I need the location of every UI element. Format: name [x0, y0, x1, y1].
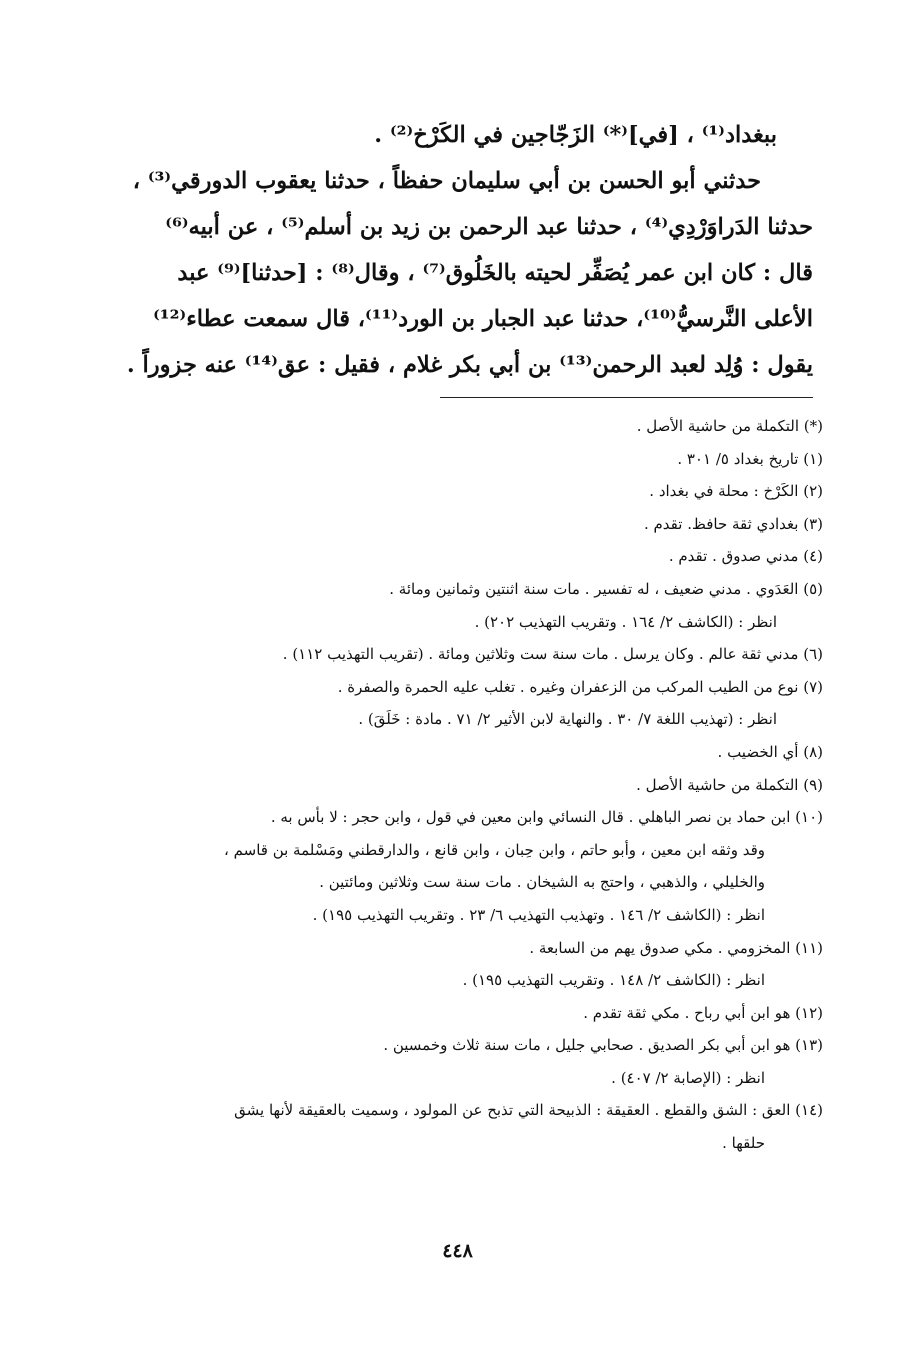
- main-text-line: ببغداد⁽¹⁾ ، [في]⁽*⁾ الزَجّاجين في الكَرْخ⁽²⁾ .: [374, 122, 777, 148]
- main-text-line: يقول : وُلِد لعبد الرحمن⁽¹³⁾ بن أبي بكر غلام ، فقيل : عق⁽¹⁴⁾ عنه جزوراً .: [126, 352, 813, 378]
- main-text-line: حدثنا الدَراوَرْدِي⁽⁴⁾ ، حدثنا عبد الرحمن بن زيد بن أسلم⁽⁵⁾ ، عن أبيه⁽⁶⁾: [165, 214, 813, 240]
- footnote: (١) تاريخ بغداد ٥/ ٣٠١ .: [677, 449, 823, 468]
- main-text-line: حدثني أبو الحسن بن أبي سليمان حفظاً ، حدثنا يعقوب الدورقي⁽³⁾ ،: [132, 168, 761, 194]
- main-text: [108, 112, 813, 388]
- footnote-continuation: انظر : (الإصابة ٢/ ٤٠٧) .: [611, 1068, 765, 1087]
- main-text-line: الأعلى النَّرسيُّ⁽¹⁰⁾، حدثنا عبد الجبار بن الورد⁽¹¹⁾، قال سمعت عطاء⁽¹²⁾: [153, 306, 813, 332]
- footnote-continuation: انظر : (الكاشف ٢/ ١٤٦ . وتهذيب التهذيب ٦/ ٢٣ . وتقريب التهذيب ١٩٥) .: [312, 905, 765, 924]
- footnote-continuation: حلقها .: [722, 1134, 765, 1153]
- footnote-continuation: انظر : (تهذيب اللغة ٧/ ٣٠ . والنهاية لابن الأثير ٢/ ٧١ . مادة : خَلَقَ) .: [358, 710, 777, 729]
- footnote-continuation: انظر : (الكاشف ٢/ ١٤٨ . وتقريب التهذيب ١٩٥) .: [462, 971, 765, 990]
- footnote: (٥) العَدَوي . مدني ضعيف ، له تفسير . مات سنة اثنتين وثمانين ومائة .: [389, 579, 823, 598]
- main-text-line: قال : كان ابن عمر يُصَفِّر لحيته بالخَلُوق⁽⁷⁾ ، وقال⁽⁸⁾ : [حدثنا]⁽⁹⁾ عبد: [177, 260, 813, 286]
- footnote: (١٣) هو ابن أبي بكر الصديق . صحابي جليل ، مات سنة ثلاث وخمسين .: [383, 1036, 823, 1055]
- footnote-continuation: والخليلي ، والذهبي ، واحتج به الشيخان . مات سنة ست وثلاثين ومائتين .: [319, 873, 765, 892]
- footnote: (٣) بغدادي ثقة حافظ. تقدم .: [643, 514, 823, 533]
- footnote: (٩) التكملة من حاشية الأصل .: [636, 775, 823, 794]
- footnote: (١٤) العق : الشق والقطع . العقيقة : الذبيحة التي تذبح عن المولود ، وسميت بالعقيقة لأنها يشق: [234, 1101, 823, 1120]
- footnote-continuation: وقد وثقه ابن معين ، وأبو حاتم ، وابن حِبان ، وابن قانع ، والدارقطني ومَسْلمة بن قاسم ،: [224, 840, 765, 859]
- footnote: (١٠) ابن حماد بن نصر الباهلي . قال النسائي وابن معين في قول ، وابن حجر : لا بأس به .: [270, 808, 823, 827]
- footnote-separator: [440, 397, 813, 398]
- page-number: ٤٤٨: [442, 1240, 473, 1262]
- footnote: (٢) الكَرْخ : محلة في بغداد .: [649, 482, 823, 501]
- footnote: (٦) مدني ثقة عالم . وكان يرسل . مات سنة ست وثلاثين ومائة . (تقريب التهذيب ١١٢) .: [282, 645, 823, 664]
- footnote: (*) التكملة من حاشية الأصل .: [636, 417, 823, 435]
- footnote: (٤) مدني صدوق . تقدم .: [668, 547, 823, 566]
- footnotes: [108, 410, 823, 1160]
- footnote-continuation: انظر : (الكاشف ٢/ ١٦٤ . وتقريب التهذيب ٢٠٢) .: [474, 612, 777, 631]
- footnote: (٧) نوع من الطيب المركب من الزعفران وغيره . تغلب عليه الحمرة والصفرة .: [337, 677, 823, 696]
- footnote: (٨) أي الخضيب .: [717, 742, 823, 761]
- footnote: (١١) المخزومي . مكي صدوق يهم من السابعة .: [529, 938, 823, 957]
- footnote: (١٢) هو ابن أبي رباح . مكي ثقة تقدم .: [583, 1003, 823, 1022]
